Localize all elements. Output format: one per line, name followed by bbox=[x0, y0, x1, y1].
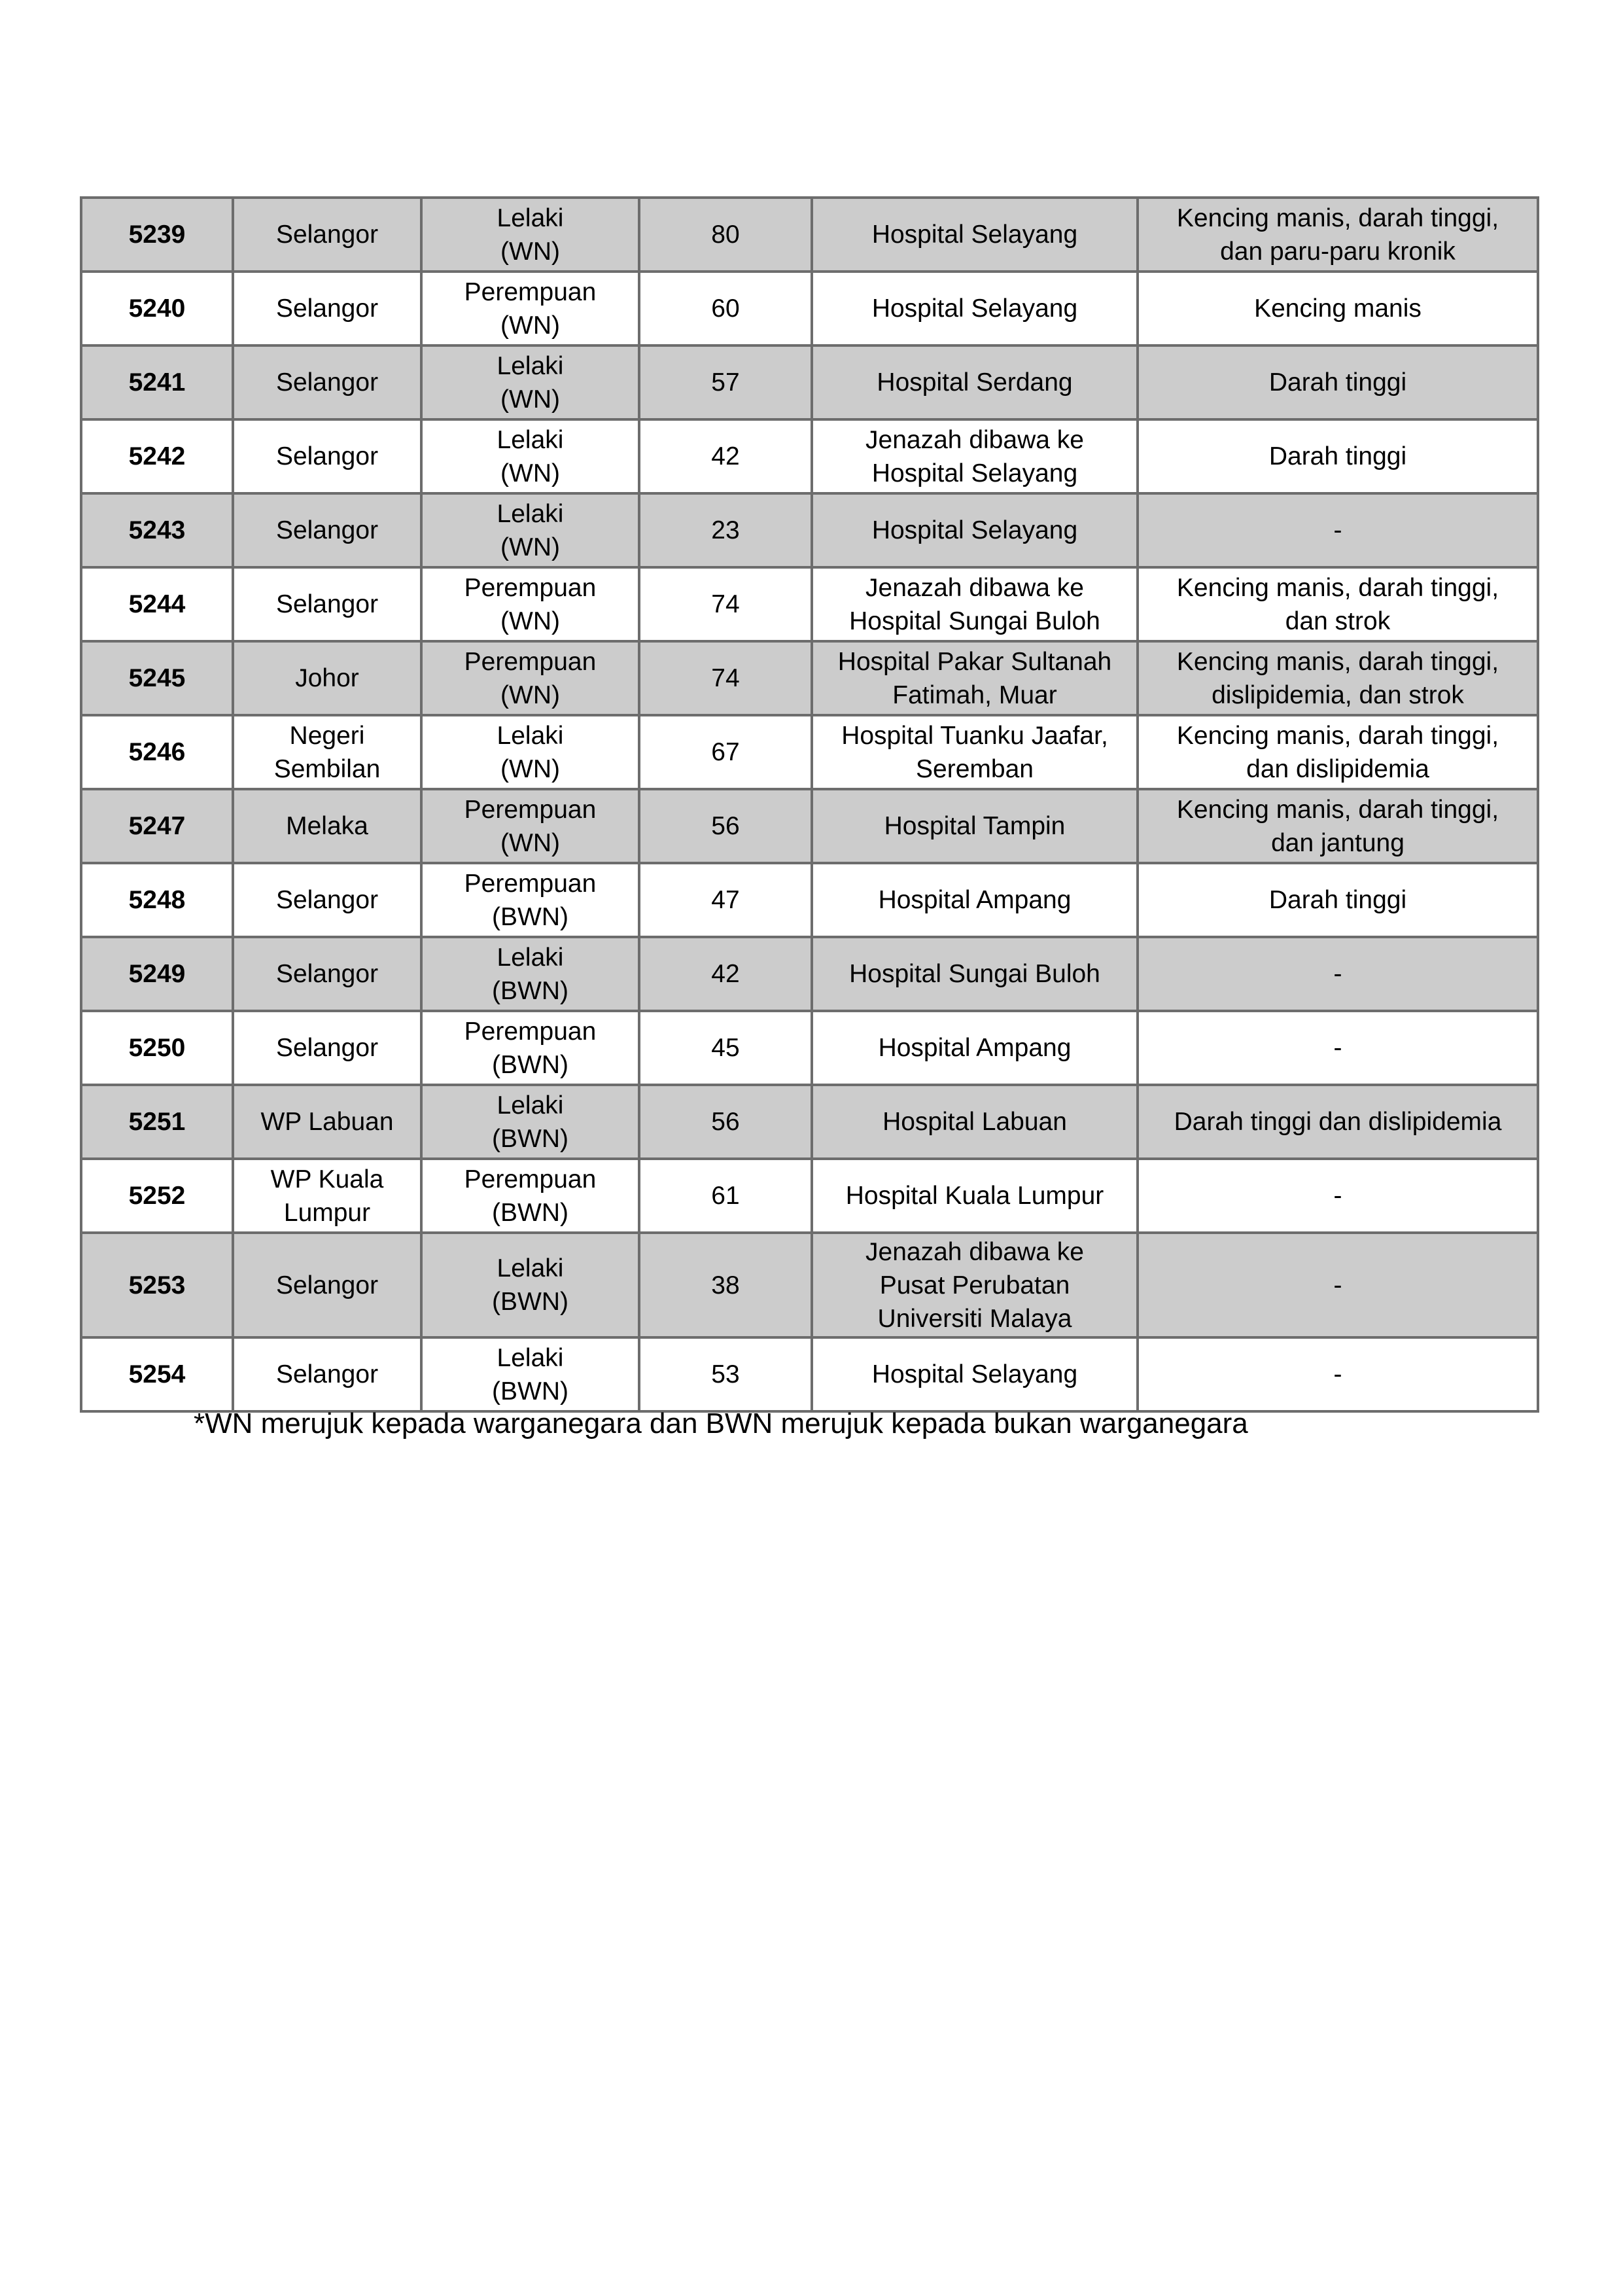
comorbidity-cell-line: Kencing manis, darah tinggi, bbox=[1176, 795, 1499, 824]
state-cell-line: Melaka bbox=[286, 812, 368, 840]
state-cell bbox=[233, 937, 421, 1011]
table-row bbox=[81, 641, 1538, 715]
state-cell bbox=[233, 715, 421, 789]
case-number: 5243 bbox=[81, 493, 233, 567]
gender-cell bbox=[421, 345, 639, 419]
gender-cell-line: Lelaki bbox=[497, 203, 564, 232]
facility-cell-line: Hospital Tuanku Jaafar, bbox=[841, 721, 1108, 750]
gender-cell bbox=[421, 272, 639, 345]
facility-cell-line: Fatimah, Muar bbox=[892, 680, 1057, 709]
comorbidity-cell bbox=[1138, 493, 1538, 567]
facility-cell bbox=[812, 641, 1138, 715]
gender-cell-line: Perempuan bbox=[464, 1017, 597, 1046]
table-row bbox=[81, 1233, 1538, 1337]
comorbidity-cell-line: dan dislipidemia bbox=[1246, 754, 1429, 783]
state-cell bbox=[233, 1337, 421, 1411]
gender-cell bbox=[421, 1011, 639, 1085]
facility-cell bbox=[812, 198, 1138, 272]
gender-cell-line: Perempuan bbox=[464, 647, 597, 676]
state-cell-line: WP Labuan bbox=[260, 1108, 394, 1136]
age-cell: 42 bbox=[639, 937, 812, 1011]
age-cell: 47 bbox=[639, 863, 812, 937]
age-cell: 80 bbox=[639, 198, 812, 272]
comorbidity-cell-line: Kencing manis, darah tinggi, bbox=[1176, 573, 1499, 602]
case-number: 5250 bbox=[81, 1011, 233, 1085]
facility-cell-line: Jenazah dibawa ke bbox=[865, 425, 1084, 454]
table-row bbox=[81, 198, 1538, 272]
gender-cell-line: Lelaki bbox=[497, 1343, 564, 1372]
gender-cell-line: (BWN) bbox=[492, 1288, 568, 1316]
facility-cell bbox=[812, 419, 1138, 493]
facility-cell-line: Seremban bbox=[916, 754, 1034, 783]
table-row bbox=[81, 272, 1538, 345]
comorbidity-cell-line: dislipidemia, dan strok bbox=[1212, 680, 1464, 709]
state-cell-line: Selangor bbox=[275, 368, 379, 397]
gender-cell-line: Perempuan bbox=[464, 1165, 597, 1193]
comorbidity-cell-line: Darah tinggi bbox=[1268, 886, 1407, 914]
comorbidity-cell-line: Darah tinggi bbox=[1268, 442, 1407, 470]
facility-cell bbox=[812, 1337, 1138, 1411]
comorbidity-cell-line: - bbox=[1333, 516, 1342, 544]
facility-cell bbox=[812, 789, 1138, 863]
cases-table-body bbox=[81, 198, 1538, 1411]
comorbidity-cell bbox=[1138, 1337, 1538, 1411]
state-cell-line: Selangor bbox=[275, 960, 379, 988]
table-row bbox=[81, 1085, 1538, 1159]
state-cell bbox=[233, 641, 421, 715]
comorbidity-cell bbox=[1138, 1159, 1538, 1233]
state-cell-line: Selangor bbox=[275, 1034, 379, 1062]
gender-cell bbox=[421, 1337, 639, 1411]
comorbidity-cell-line: dan strok bbox=[1285, 607, 1391, 635]
comorbidity-cell bbox=[1138, 567, 1538, 641]
gender-cell-line: (BWN) bbox=[492, 1377, 568, 1405]
gender-cell bbox=[421, 1085, 639, 1159]
state-cell bbox=[233, 1159, 421, 1233]
gender-cell-line: (BWN) bbox=[492, 976, 568, 1005]
comorbidity-cell-line: Kencing manis, darah tinggi, bbox=[1176, 647, 1499, 676]
comorbidity-cell bbox=[1138, 863, 1538, 937]
comorbidity-cell-line: Darah tinggi bbox=[1268, 368, 1407, 397]
gender-cell-line: (WN) bbox=[500, 385, 560, 414]
gender-cell-line: (WN) bbox=[500, 459, 560, 487]
gender-cell bbox=[421, 641, 639, 715]
facility-cell-line: Hospital Tampin bbox=[884, 812, 1066, 840]
case-number: 5239 bbox=[81, 198, 233, 272]
gender-cell bbox=[421, 715, 639, 789]
gender-cell bbox=[421, 789, 639, 863]
facility-cell bbox=[812, 863, 1138, 937]
state-cell bbox=[233, 198, 421, 272]
case-number: 5241 bbox=[81, 345, 233, 419]
gender-cell-line: Perempuan bbox=[464, 573, 597, 602]
facility-cell-line: Hospital Sungai Buloh bbox=[849, 960, 1100, 988]
gender-cell-line: (BWN) bbox=[492, 1198, 568, 1227]
gender-cell-line: (WN) bbox=[500, 311, 560, 340]
gender-cell-line: Perempuan bbox=[464, 795, 597, 824]
facility-cell bbox=[812, 715, 1138, 789]
comorbidity-cell bbox=[1138, 641, 1538, 715]
state-cell-line: Selangor bbox=[275, 1360, 379, 1388]
facility-cell bbox=[812, 1159, 1138, 1233]
state-cell-line: Lumpur bbox=[283, 1198, 371, 1227]
gender-cell-line: (WN) bbox=[500, 754, 560, 783]
facility-cell-line: Hospital Selayang bbox=[871, 294, 1078, 323]
facility-cell-line: Jenazah dibawa ke bbox=[865, 1237, 1084, 1266]
table-row bbox=[81, 1337, 1538, 1411]
gender-cell-line: Perempuan bbox=[464, 277, 597, 306]
comorbidity-cell bbox=[1138, 789, 1538, 863]
comorbidity-cell bbox=[1138, 1011, 1538, 1085]
age-cell: 38 bbox=[639, 1233, 812, 1337]
age-cell: 53 bbox=[639, 1337, 812, 1411]
facility-cell-line: Hospital Ampang bbox=[878, 886, 1072, 914]
comorbidity-cell-line: - bbox=[1333, 960, 1342, 988]
state-cell bbox=[233, 272, 421, 345]
case-number: 5249 bbox=[81, 937, 233, 1011]
age-cell: 57 bbox=[639, 345, 812, 419]
gender-cell bbox=[421, 937, 639, 1011]
age-cell: 74 bbox=[639, 567, 812, 641]
state-cell bbox=[233, 1233, 421, 1337]
gender-cell bbox=[421, 198, 639, 272]
facility-cell-line: Hospital Ampang bbox=[878, 1034, 1072, 1062]
facility-cell-line: Hospital Serdang bbox=[877, 368, 1073, 397]
gender-cell-line: (WN) bbox=[500, 828, 560, 857]
comorbidity-cell bbox=[1138, 937, 1538, 1011]
comorbidity-cell-line: - bbox=[1333, 1182, 1342, 1210]
case-number: 5254 bbox=[81, 1337, 233, 1411]
gender-cell-line: Lelaki bbox=[497, 943, 564, 972]
age-cell: 56 bbox=[639, 789, 812, 863]
comorbidity-cell bbox=[1138, 345, 1538, 419]
gender-cell bbox=[421, 1233, 639, 1337]
gender-cell bbox=[421, 567, 639, 641]
gender-cell bbox=[421, 1159, 639, 1233]
gender-cell-line: (BWN) bbox=[492, 902, 568, 931]
state-cell-line: Selangor bbox=[275, 886, 379, 914]
comorbidity-cell bbox=[1138, 1085, 1538, 1159]
gender-cell-line: Lelaki bbox=[497, 351, 564, 380]
case-number: 5253 bbox=[81, 1233, 233, 1337]
gender-cell-line: Lelaki bbox=[497, 499, 564, 528]
gender-cell-line: (BWN) bbox=[492, 1050, 568, 1079]
state-cell bbox=[233, 1085, 421, 1159]
gender-cell-line: (WN) bbox=[500, 237, 560, 266]
facility-cell-line: Hospital Selayang bbox=[871, 516, 1078, 544]
gender-cell-line: Lelaki bbox=[497, 1091, 564, 1120]
facility-cell bbox=[812, 1085, 1138, 1159]
case-number: 5246 bbox=[81, 715, 233, 789]
comorbidity-cell-line: dan jantung bbox=[1271, 828, 1405, 857]
state-cell-line: Selangor bbox=[275, 221, 379, 249]
state-cell bbox=[233, 1011, 421, 1085]
case-number: 5252 bbox=[81, 1159, 233, 1233]
age-cell: 45 bbox=[639, 1011, 812, 1085]
table-row bbox=[81, 715, 1538, 789]
facility-cell bbox=[812, 567, 1138, 641]
gender-cell-line: (BWN) bbox=[492, 1124, 568, 1153]
facility-cell bbox=[812, 272, 1138, 345]
state-cell-line: WP Kuala bbox=[270, 1165, 384, 1193]
table-row bbox=[81, 419, 1538, 493]
state-cell bbox=[233, 863, 421, 937]
case-number: 5251 bbox=[81, 1085, 233, 1159]
gender-cell-line: Lelaki bbox=[497, 425, 564, 454]
state-cell-line: Selangor bbox=[275, 442, 379, 470]
comorbidity-cell-line: Kencing manis, darah tinggi, bbox=[1176, 721, 1499, 750]
table-row bbox=[81, 493, 1538, 567]
facility-cell-line: Hospital Selayang bbox=[871, 221, 1078, 249]
table-row bbox=[81, 863, 1538, 937]
gender-cell-line: Lelaki bbox=[497, 721, 564, 750]
age-cell: 67 bbox=[639, 715, 812, 789]
state-cell bbox=[233, 345, 421, 419]
comorbidity-cell bbox=[1138, 198, 1538, 272]
facility-cell-line: Hospital Labuan bbox=[882, 1108, 1067, 1136]
comorbidity-cell bbox=[1138, 715, 1538, 789]
facility-cell-line: Hospital Selayang bbox=[871, 1360, 1078, 1388]
cases-table bbox=[80, 196, 1539, 1413]
facility-cell-line: Hospital Selayang bbox=[871, 459, 1078, 487]
state-cell bbox=[233, 419, 421, 493]
facility-cell bbox=[812, 1233, 1138, 1337]
gender-cell bbox=[421, 493, 639, 567]
facility-cell-line: Hospital Pakar Sultanah bbox=[837, 647, 1112, 676]
facility-cell-line: Pusat Perubatan bbox=[879, 1271, 1070, 1299]
state-cell-line: Selangor bbox=[275, 516, 379, 544]
gender-cell-line: (WN) bbox=[500, 680, 560, 709]
table-row bbox=[81, 789, 1538, 863]
facility-cell-line: Universiti Malaya bbox=[877, 1304, 1072, 1333]
facility-cell bbox=[812, 1011, 1138, 1085]
comorbidity-cell-line: - bbox=[1333, 1360, 1342, 1388]
gender-cell-line: Perempuan bbox=[464, 869, 597, 898]
comorbidity-cell-line: Kencing manis, darah tinggi, bbox=[1176, 203, 1499, 232]
gender-cell-line: (WN) bbox=[500, 607, 560, 635]
state-cell bbox=[233, 567, 421, 641]
age-cell: 56 bbox=[639, 1085, 812, 1159]
table-row bbox=[81, 1159, 1538, 1233]
gender-cell-line: Lelaki bbox=[497, 1254, 564, 1282]
case-number: 5247 bbox=[81, 789, 233, 863]
table-row bbox=[81, 1011, 1538, 1085]
gender-cell bbox=[421, 419, 639, 493]
comorbidity-cell-line: dan paru-paru kronik bbox=[1220, 237, 1456, 266]
comorbidity-cell-line: Darah tinggi dan dislipidemia bbox=[1174, 1108, 1502, 1136]
facility-cell-line: Hospital Kuala Lumpur bbox=[845, 1182, 1104, 1210]
case-number: 5242 bbox=[81, 419, 233, 493]
gender-cell-line: (WN) bbox=[500, 533, 560, 561]
facility-cell bbox=[812, 493, 1138, 567]
state-cell bbox=[233, 789, 421, 863]
state-cell-line: Negeri bbox=[289, 721, 365, 750]
case-number: 5248 bbox=[81, 863, 233, 937]
facility-cell-line: Jenazah dibawa ke bbox=[865, 573, 1084, 602]
age-cell: 23 bbox=[639, 493, 812, 567]
gender-cell bbox=[421, 863, 639, 937]
comorbidity-cell-line: - bbox=[1333, 1034, 1342, 1062]
age-cell: 61 bbox=[639, 1159, 812, 1233]
state-cell-line: Selangor bbox=[275, 590, 379, 618]
footnote: *WN merujuk kepada warganegara dan BWN merujuk kepada bukan warganegara bbox=[194, 1407, 1248, 1439]
case-number: 5245 bbox=[81, 641, 233, 715]
comorbidity-cell bbox=[1138, 1233, 1538, 1337]
state-cell-line: Selangor bbox=[275, 294, 379, 323]
table-row bbox=[81, 567, 1538, 641]
state-cell bbox=[233, 493, 421, 567]
case-number: 5240 bbox=[81, 272, 233, 345]
state-cell-line: Selangor bbox=[275, 1271, 379, 1299]
age-cell: 74 bbox=[639, 641, 812, 715]
facility-cell bbox=[812, 345, 1138, 419]
state-cell-line: Sembilan bbox=[273, 754, 381, 783]
facility-cell-line: Hospital Sungai Buloh bbox=[849, 607, 1100, 635]
state-cell-line: Johor bbox=[295, 664, 359, 692]
comorbidity-cell bbox=[1138, 272, 1538, 345]
table-row bbox=[81, 937, 1538, 1011]
comorbidity-cell bbox=[1138, 419, 1538, 493]
comorbidity-cell-line: - bbox=[1333, 1271, 1342, 1299]
comorbidity-cell-line: Kencing manis bbox=[1254, 294, 1422, 323]
facility-cell bbox=[812, 937, 1138, 1011]
age-cell: 42 bbox=[639, 419, 812, 493]
age-cell: 60 bbox=[639, 272, 812, 345]
case-number: 5244 bbox=[81, 567, 233, 641]
table-row bbox=[81, 345, 1538, 419]
